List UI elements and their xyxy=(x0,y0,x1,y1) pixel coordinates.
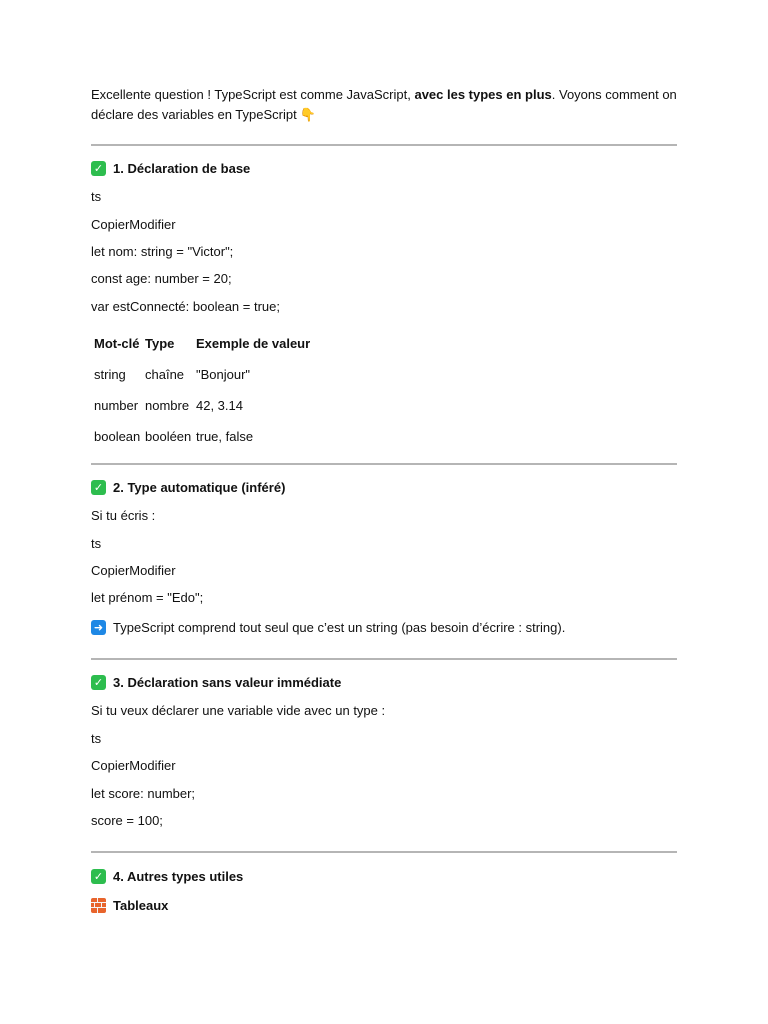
section-4-heading xyxy=(91,869,243,884)
check-icon: ✓ xyxy=(91,869,106,884)
divider xyxy=(91,658,677,660)
code-line: let score: number; xyxy=(91,786,196,801)
table-cell: number xyxy=(94,398,139,413)
section-3-heading xyxy=(91,675,341,690)
intro-bold: avec les types en plus xyxy=(414,87,552,102)
table-row xyxy=(94,421,336,452)
note-text: TypeScript comprend tout seul que c’est un string (pas besoin d’écrire : string). xyxy=(113,620,566,635)
types-table xyxy=(94,328,336,452)
section-4-subheading xyxy=(91,898,168,913)
section-3-title: 3. Déclaration sans valeur immédiate xyxy=(113,675,342,690)
intro-text-1: Excellente question ! TypeScript est comme JavaScript, xyxy=(91,87,415,102)
section-2-intro: Si tu écris : xyxy=(91,508,156,523)
table-cell: true, false xyxy=(196,429,254,444)
pointing-down-icon: 👇 xyxy=(299,107,316,122)
code-line: var estConnecté: boolean = true; xyxy=(91,299,280,314)
code-line: let nom: string = "Victor"; xyxy=(91,244,234,259)
section-2-heading xyxy=(91,480,285,495)
divider xyxy=(91,144,677,146)
code-language: ts xyxy=(91,189,102,204)
copy-modify-button[interactable]: CopierModifier xyxy=(91,217,176,232)
table-cell: chaîne xyxy=(145,367,185,382)
intro-text-2: . Voyons comment on déclare des variables en TypeScript xyxy=(91,87,677,122)
table-cell: boolean xyxy=(94,429,141,444)
brick-icon xyxy=(91,898,106,913)
table-header: Mot-clé xyxy=(94,336,140,351)
divider xyxy=(91,851,677,853)
check-icon: ✓ xyxy=(91,161,106,176)
section-1-title: 1. Déclaration de base xyxy=(113,161,251,176)
section-2-title: 2. Type automatique (inféré) xyxy=(113,480,286,495)
copy-modify-button[interactable]: CopierModifier xyxy=(91,563,176,578)
table-header-row xyxy=(94,328,336,359)
code-language: ts xyxy=(91,536,102,551)
code-line: const age: number = 20; xyxy=(91,271,232,286)
code-line: score = 100; xyxy=(91,813,163,828)
table-cell: 42, 3.14 xyxy=(196,398,243,413)
intro-paragraph xyxy=(91,85,681,125)
section-2-note xyxy=(91,620,565,635)
divider xyxy=(91,463,677,465)
table-row xyxy=(94,390,336,421)
check-icon: ✓ xyxy=(91,480,106,495)
code-line: let prénom = "Edo"; xyxy=(91,590,204,605)
section-4-subtitle: Tableaux xyxy=(113,898,169,913)
section-3-intro: Si tu veux déclarer une variable vide avec un type : xyxy=(91,703,386,718)
check-icon: ✓ xyxy=(91,675,106,690)
table-header: Exemple de valeur xyxy=(196,336,311,351)
table-cell: string xyxy=(94,367,126,382)
section-4-title: 4. Autres types utiles xyxy=(113,869,244,884)
copy-modify-button[interactable]: CopierModifier xyxy=(91,758,176,773)
right-arrow-icon: ➜ xyxy=(91,620,106,635)
table-cell: "Bonjour" xyxy=(196,367,251,382)
table-cell: booléen xyxy=(145,429,192,444)
section-1-heading xyxy=(91,161,250,176)
table-cell: nombre xyxy=(145,398,190,413)
table-header: Type xyxy=(145,336,175,351)
code-language: ts xyxy=(91,731,102,746)
table-row xyxy=(94,359,336,390)
